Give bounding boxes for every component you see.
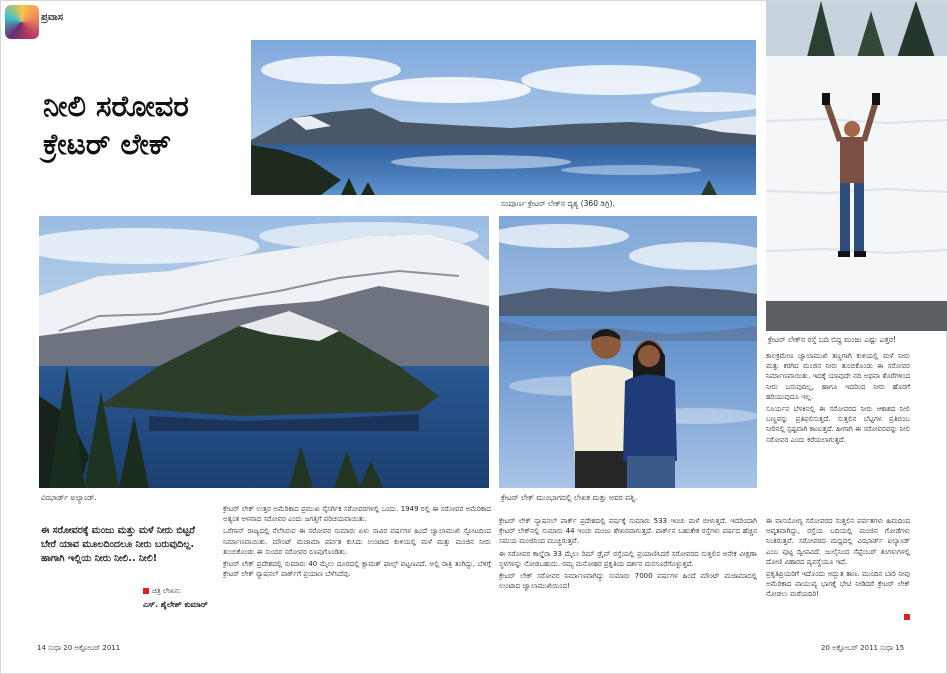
snow-wall-photo xyxy=(766,1,947,331)
snow-caption: ಕ್ರೇಟರ್ ಲೇಕ್‌ನ ರಸ್ತೆ ಬದಿ ಬಿದ್ದ ಮಂಜು ಎಷ್ಟು ಎತ್ತರ! xyxy=(768,335,896,344)
article-title xyxy=(43,87,248,163)
paragraph: ಕ್ರೇಟರ್ ಲೇಕ್ ಪ್ರದೇಶದಲ್ಲಿ ಸುಮಾರು 40 ಮೈಲು ದೂರದಲ್ಲಿ ಕ್ಲಾಮತ್ ಫಾಲ್ಸ್ ಪಟ್ಟಣವಿದೆ. ಅಲ್ಲಿ ರಾತ್ರಿ ತಂಗಿದ್ದು, ಬೆಳಿಗ್ಗೆ ಕ್ರೇಟರ್ ಲೇಕ್ ನ್ಯಾಷನಲ್ ಪಾರ್ಕ್‌ಗೆ ಪ್ರಯಾಣ ಬೆಳೆಸಿದೆವು. xyxy=(223,560,491,579)
paragraph: ಕ್ರೇಟರ್ ಲೇಕ್ ಉತ್ತರ ಅಮೆರಿಕಾದ ಪ್ರಮುಖ ನೈಸರ್ಗಿಕ ಸರೋವರಗಳಲ್ಲಿ ಒಂದು. 1949 ರಲ್ಲಿ ಈ ಸರೋವರ ಅಮೆರಿಕಾದ ಅತ್ಯಂತ ಆಳವಾದ ಸರೋವರ ಎಂದು ಜಗತ್ತಿಗೆ ಪರಿಚಯವಾಯಿತು. xyxy=(223,505,491,524)
body-column-2 xyxy=(499,516,757,636)
body-column-3-top xyxy=(766,351,910,516)
paragraph: ಸೂರ್ಯನ ಬೆಳಕಿನಲ್ಲಿ ಈ ಸರೋವರದ ನೀರು ಆಕಾಶದ ನೀಲಿ ಬಣ್ಣವನ್ನು ಪ್ರತಿಫಲಿಸುತ್ತದೆ. ಸುತ್ತಲಿನ ಬೆಟ್ಟಗಳ ಪ್ರತಿಬಿಂಬ ನೀರಿನಲ್ಲಿ ಸ್ಪಷ್ಟವಾಗಿ ಕಾಣುತ್ತದೆ. ಹೀಗಾಗಿ ಈ ಸರೋವರವನ್ನು ನೀಲಿ ಸರೋವರ ಎಂದು ಕರೆಯಲಾಗುತ್ತದೆ. xyxy=(766,405,910,444)
paragraph: ಈ ಸರೋವರ ಕಾಲ್ಡೆರಾ 33 ಮೈಲು ರಿಮ್ ಡ್ರೈವ್ ರಸ್ತೆಯಲ್ಲಿ ಪ್ರಯಾಣಿಸಿದರೆ ಸರೋವರದ ಸುತ್ತಲಿನ ಅನೇಕ ವೀಕ್ಷಣಾ ಸ್ಥಳಗಳನ್ನು ನೋಡಬಹುದು. ರಮ್ಯ ಮನೋಹರ ಪ್ರಕೃತಿಯ ದರ್ಶನ ಮನಸೂರೆಗೊಳ್ಳುತ್ತದೆ. xyxy=(499,549,757,568)
pull-quote: ಈ ಸರೋವರಕ್ಕೆ ಮಂಜು ಮತ್ತು ಮಳೆ ನೀರು ಬಿಟ್ಟರೆ ಬೇರೆ ಯಾವ ಮೂಲದಿಂದಲೂ ನೀರು ಬರುವುದಿಲ್ಲ. ಹಾಗಾಗಿ ಇಲ್ಲಿಯ ನೀರು ನೀಲಿ.. ನೀಲಿ! xyxy=(41,525,195,564)
credit-label: ಚಿತ್ರ ಲೇಖನ: xyxy=(143,587,181,596)
body-column-1 xyxy=(223,504,491,634)
wizard-island-photo xyxy=(39,216,489,488)
couple-caption: ಕ್ರೇಟರ್ ಲೇಕ್ ಮುಂಭಾಗದಲ್ಲಿ ಲೇಖಕ ಮತ್ತು ಅವರ ಪತ್ನಿ. xyxy=(501,493,638,502)
section-label: ಪ್ರವಾಸ xyxy=(41,12,64,23)
folio-left: 14 ಸುಧಾ 20 ಅಕ್ಟೋಬರ್ 2011 xyxy=(37,644,121,652)
paragraph: ಕ್ರೇಟರ್ ಲೇಕ್ ನ್ಯಾಷನಲ್ ಪಾರ್ಕ್ ಪ್ರದೇಶದಲ್ಲಿ ವರ್ಷಕ್ಕೆ ಸುಮಾರು 533 ಇಂಚು ಮಳೆ ಬೀಳುತ್ತದೆ. ಇದರಿಂದಾಗಿ ಕ್ರೇಟರ್ ಲೇಕ್‌ನಲ್ಲಿ ಸುಮಾರು 44 ಇಂಚು ಮಂಜು ಶೇಖರವಾಗುತ್ತದೆ. ಪಾರ್ಕ್‌ನ ಬಹುತೇಕ ರಸ್ತೆಗಳು ವರ್ಷದ ಹೆಚ್ಚಿನ ಸಮಯ ಮಂಜಿನಿಂದ ಮುಚ್ಚಿರುತ್ತವೆ. xyxy=(499,517,757,546)
paragraph: ಈ ವಾಸಯೋಗ್ಯ ಸರೋವರದ ಸುತ್ತಲಿನ ಪರ್ವತಗಳು ಹಿಮದಿಂದ ಆವೃತವಾಗಿದ್ದು, ರಸ್ತೆಯ ಬದಿಯಲ್ಲಿ ಮಂಜಿನ ಗೋಡೆಗಳು ನಿಂತಿರುತ್ತವೆ. ಸರೋವರದ ಮಧ್ಯದಲ್ಲಿ ವಿಝಾರ್ಡ್ ಐಲ್ಯಾಂಡ್ ಎಂಬ ಪುಟ್ಟ ದ್ವೀಪವಿದೆ. ಜುಲೈನಿಂದ ಸೆಪ್ಟೆಂಬರ್ ತಿಂಗಳುಗಳಲ್ಲಿ ದೋಣಿ ವಿಹಾರದ ವ್ಯವಸ್ಥೆಯೂ ಇದೆ. xyxy=(766,517,910,566)
paragraph: ಪ್ರಕೃತಿಪ್ರಿಯರಿಗೆ ಇದೊಂದು ಅದ್ಭುತ ತಾಣ. ಮುಂದಿನ ಬಾರಿ ನೀವು ಅಮೆರಿಕಾದ ವಾಯುವ್ಯ ಭಾಗಕ್ಕೆ ಭೇಟಿ ನೀಡಿದರೆ ಕ್ರೇಟರ್ ಲೇಕ್ ನೋಡಲು ಮರೆಯದಿರಿ! xyxy=(766,570,910,599)
panorama-caption: ಸಂಪೂರ್ಣ ಕ್ರೇಟರ್ ಲೇಕ್‌ನ ದೃಶ್ಯ (360 ಡಿಗ್ರಿ). xyxy=(501,199,615,208)
title-line-2: ಕ್ರೇಟರ್ ಲೇಕ್ xyxy=(43,127,172,161)
magazine-logo-icon xyxy=(5,5,39,39)
title-line-1: ನೀಲಿ ಸರೋವರ xyxy=(43,89,189,123)
folio-right: 20 ಅಕ್ಟೋಬರ್ 2011 ಸುಧಾ 15 xyxy=(821,644,905,652)
red-square-icon xyxy=(143,588,149,594)
couple-photo xyxy=(499,216,757,488)
end-mark-icon xyxy=(904,614,910,620)
paragraph: ಕ್ರೇಟರ್ ಲೇಕ್ ಸರೋವರ ನಿರ್ಮಾಣವಾಗಿದ್ದು ಸುಮಾರು 7000 ವರ್ಷಗಳ ಹಿಂದೆ ಮೌಂಟ್ ಮಜಾಮಾದಲ್ಲಿ ಉಂಟಾದ ಜ್ವಾಲಾಮುಖಿಯಿಂದ! xyxy=(499,572,757,591)
panorama-photo xyxy=(251,40,756,195)
body-column-3-bottom xyxy=(766,516,910,634)
island-caption: ವಿಝಾರ್ಡ್ ಐಲ್ಯಾಂಡ್. xyxy=(41,493,97,502)
paragraph: ಒರೆಗಾನ್ ರಾಜ್ಯದಲ್ಲಿ ನೆಲೆಸಿರುವ ಈ ಸರೋವರ ಸುಮಾರು ಏಳು ಸಾವಿರ ವರ್ಷಗಳ ಹಿಂದೆ ಜ್ವಾಲಾಮುಖಿ ಸ್ಫೋಟದಿಂದ ನಿರ್ಮಾಣವಾಯಿತು. ಮೌಂಟ್ ಮಜಾಮಾ ಪರ್ವತ ಕುಸಿದು ಉಂಟಾದ ಕುಳಿಯಲ್ಲಿ ಮಳೆ ಮತ್ತು ಮಂಜಿನ ನೀರು ತುಂಬಿಕೊಂಡು ಈ ಸುಂದರ ಸರೋವರ ರೂಪುಗೊಂಡಿತು. xyxy=(223,527,491,556)
author-name: ಎಸ್. ಶೈಲೇಶ್ ಕುಮಾರ್ xyxy=(143,600,208,609)
paragraph: ಕಾಲಕ್ರಮೇಣ ಜ್ವಾಲಾಮುಖಿ ತಣ್ಣಗಾಗಿ ಕುಳಿಯಲ್ಲಿ ಮಳೆ ನೀರು ಮತ್ತು ಕರಗಿದ ಮಂಜಿನ ನೀರು ತುಂಬಿಕೊಂಡು ಈ ಸರೋವರ ನಿರ್ಮಾಣವಾಯಿತು. ಇದಕ್ಕೆ ಯಾವುದೇ ನದಿ ಅಥವಾ ತೊರೆಗಳಿಂದ ನೀರು ಬರುವುದಿಲ್ಲ, ಹಾಗೂ ಇದರಿಂದ ನೀರು ಹೊರಗೆ ಹರಿಯುವುದೂ ಇಲ್ಲ. xyxy=(766,352,910,401)
